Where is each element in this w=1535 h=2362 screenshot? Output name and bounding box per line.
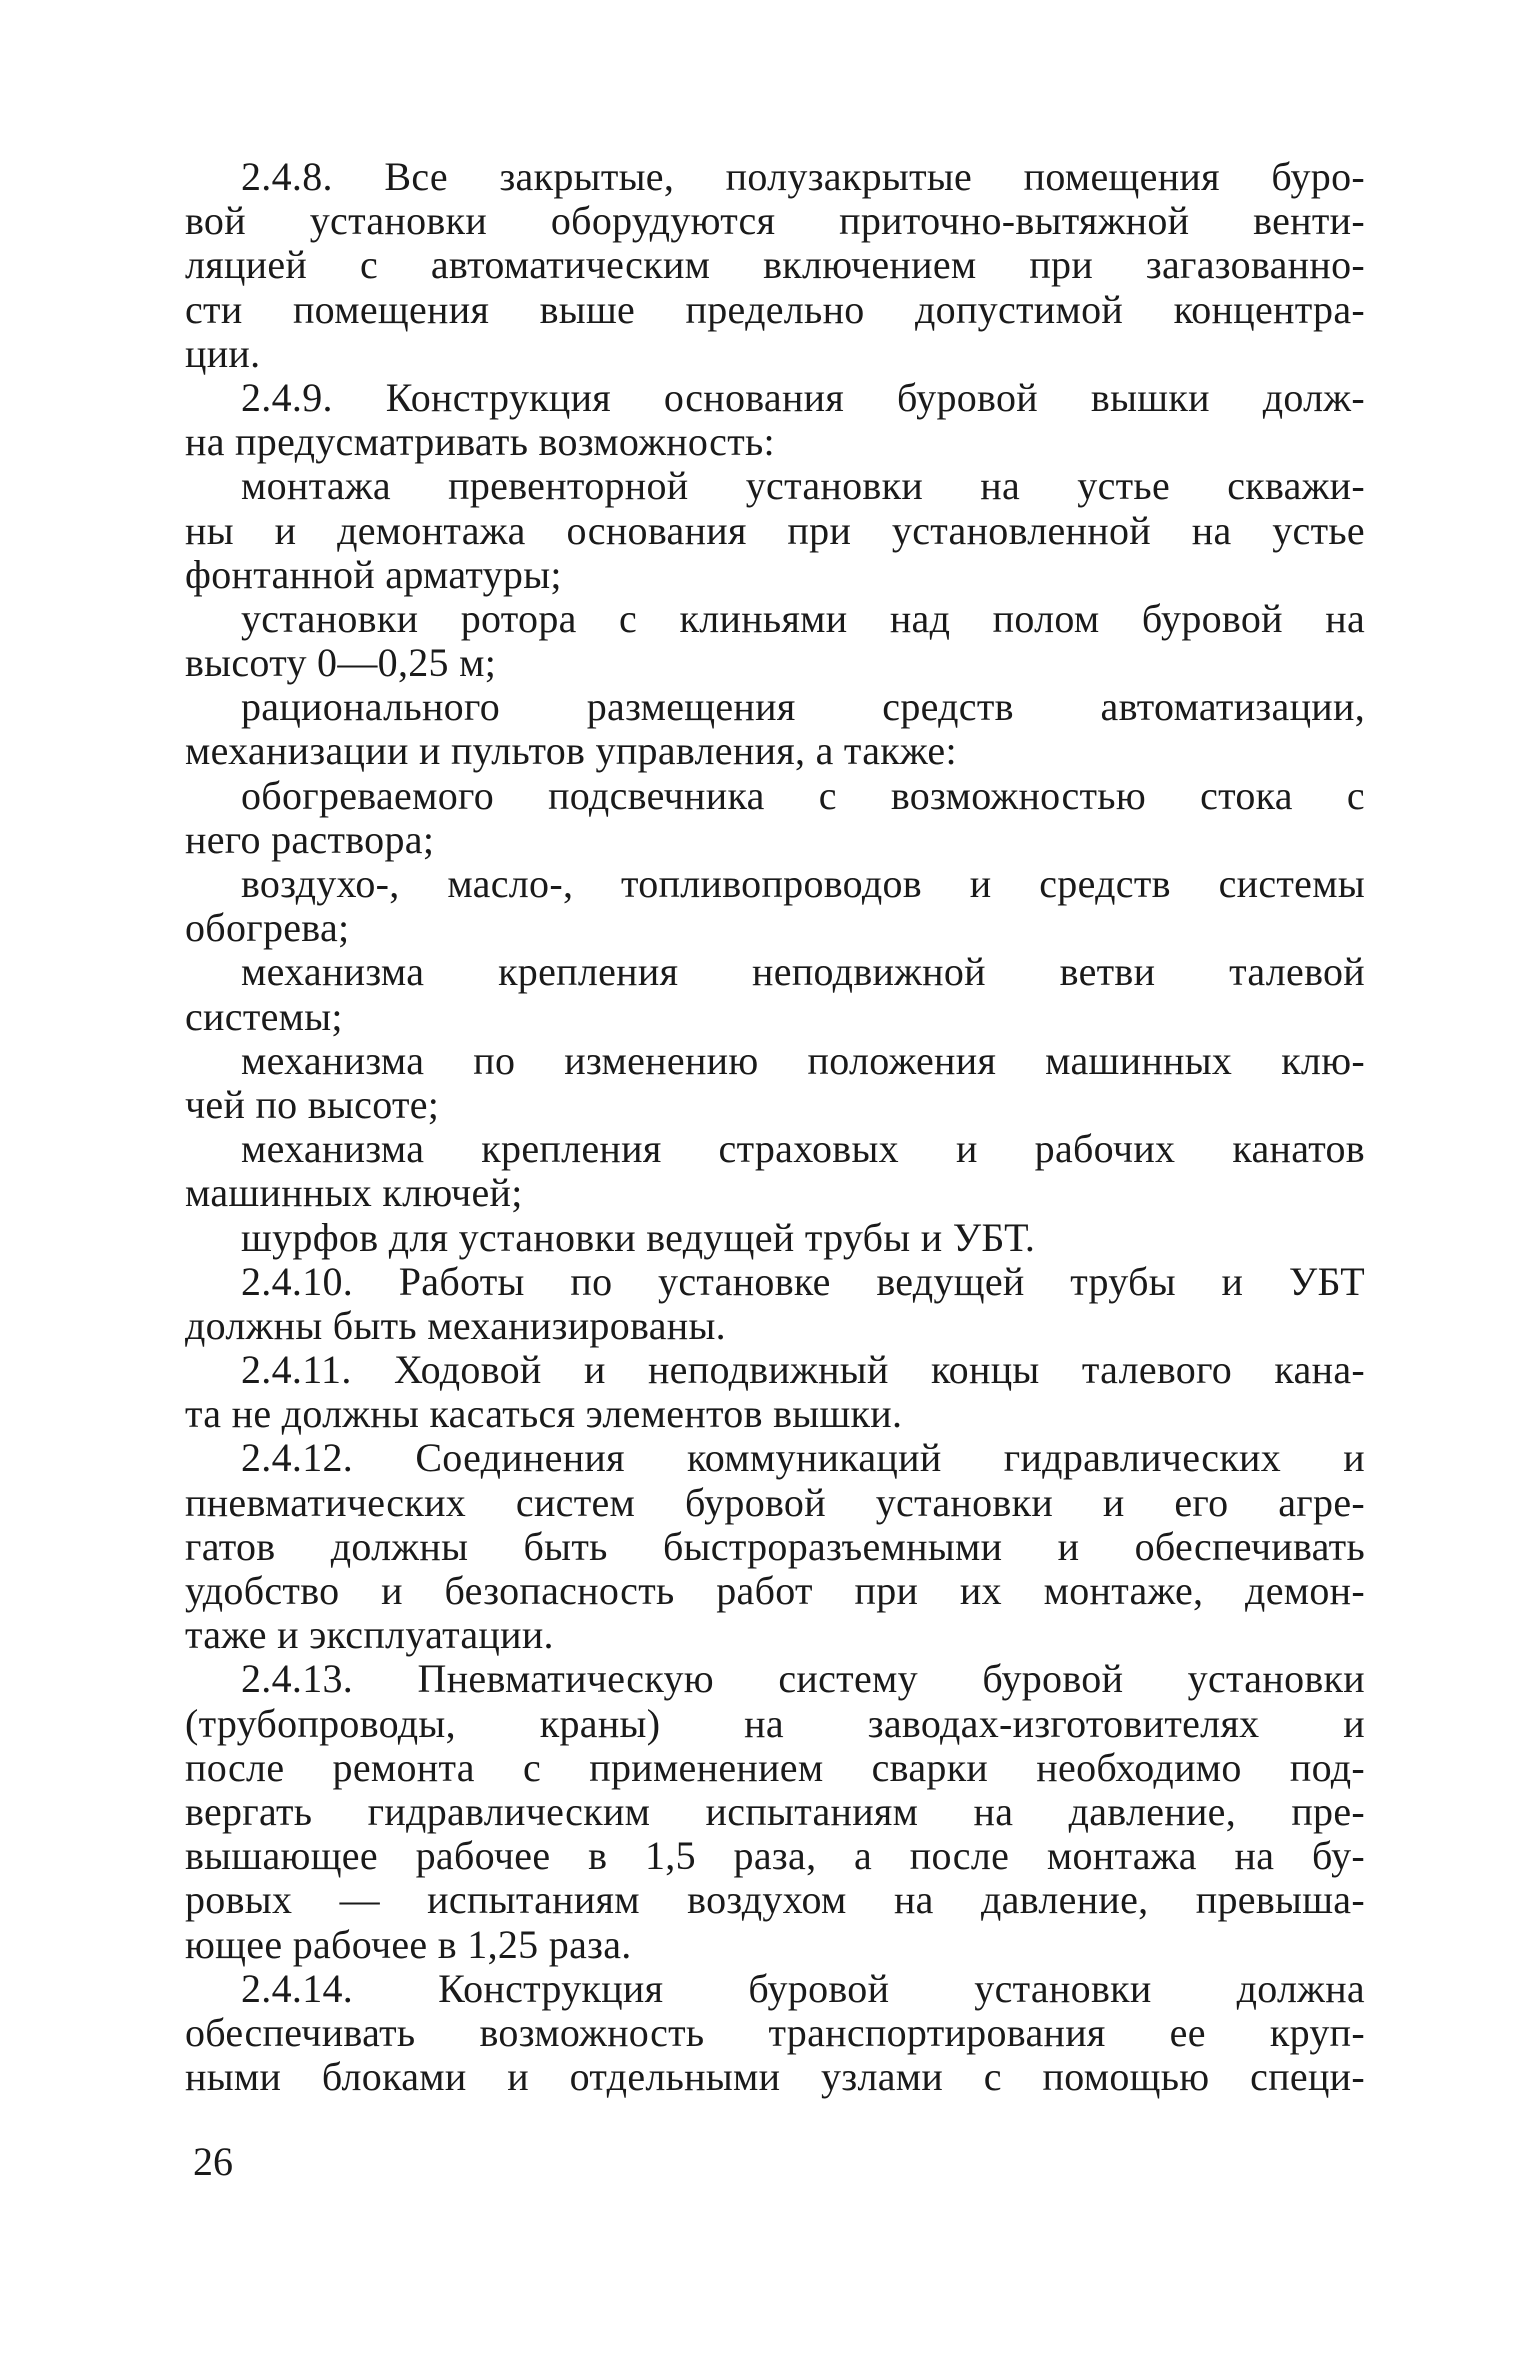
page-number: 26 [193, 2139, 233, 2184]
text-line: чей по высоте; [185, 1081, 440, 1127]
text-line: после ремонта с применением сварки необходимо под- [185, 1744, 1365, 1790]
text-line: механизма крепления страховых и рабочих канатов [241, 1126, 1365, 1172]
text-line: 2.4.9. Конструкция основания буровой вышки долж- [241, 374, 1365, 420]
text-line: 2.4.8. Все закрытые, полузакрытые помещения буро- [241, 154, 1365, 199]
text-line: ровых — испытаниям воздухом на давление, превыша- [185, 1877, 1365, 1923]
text-line: него раствора; [185, 816, 435, 862]
text-line: удобство и безопасность работ при их монтаже, демон- [185, 1568, 1365, 1613]
text-line: сти помещения выше предельно допустимой концентра- [185, 286, 1365, 332]
text-line: монтажа превенторной установки на устье скважи- [241, 463, 1365, 509]
text-line: гатов должны быть быстроразъемными и обеспечивать [185, 1523, 1365, 1569]
text-line: ляцией с автоматическим включением при загазованно- [185, 242, 1365, 288]
text-line: фонтанной арматуры; [185, 551, 562, 597]
text-line: вышающее рабочее в 1,5 раза, а после монтажа на бу- [185, 1833, 1365, 1879]
text-line: 2.4.10. Работы по установке ведущей трубы и УБТ [241, 1258, 1365, 1304]
text-line: вой установки оборудуются приточно-вытяжной венти- [185, 198, 1365, 244]
text-line: на предусматривать возможность: [185, 419, 775, 465]
text-line: высоту 0—0,25 м; [185, 640, 497, 686]
text-line: 2.4.13. Пневматическую систему буровой установки [241, 1656, 1365, 1702]
text-line: должны быть механизированы. [185, 1302, 726, 1348]
text-line: обогрева; [185, 905, 350, 951]
text-line: обеспечивать возможность транспортирования ее круп- [185, 2009, 1365, 2055]
text-line: системы; [185, 993, 343, 1039]
text-line: машинных ключей; [185, 1170, 523, 1216]
text-line: воздухо-, масло-, топливопроводов и средств системы [241, 861, 1365, 906]
text-line: обогреваемого подсвечника с возможностью стока с [241, 772, 1365, 818]
text-line: ции. [185, 330, 261, 376]
document-body [185, 155, 1365, 2099]
text-line: 2.4.11. Ходовой и неподвижный концы талевого кана- [241, 1347, 1365, 1393]
text-line: ны и демонтажа основания при установленной на устье [185, 507, 1365, 553]
text-line: та не должны касаться элементов вышки. [185, 1391, 903, 1437]
text-line: ными блоками и отдельными узлами с помощью специ- [185, 2054, 1365, 2100]
text-line: шурфов для установки ведущей трубы и УБТ. [241, 1214, 1036, 1260]
text-line: механизма по изменению положения машинных клю- [241, 1037, 1365, 1083]
text-line: вергать гидравлическим испытаниям на давление, пре- [185, 1788, 1365, 1834]
text-line: 2.4.14. Конструкция буровой установки должна [241, 1965, 1365, 2011]
text-line: таже и эксплуатации. [185, 1612, 554, 1658]
text-line: ющее рабочее в 1,25 раза. [185, 1921, 632, 1967]
text-line: установки ротора с клиньями над полом буровой на [241, 595, 1365, 641]
text-line: механизма крепления неподвижной ветви талевой [241, 949, 1365, 995]
text-line: пневматических систем буровой установки и его агре- [185, 1479, 1365, 1525]
text-line: рационального размещения средств автоматизации, [241, 684, 1365, 730]
text-line: механизации и пультов управления, а также: [185, 728, 957, 774]
text-line: 2.4.12. Соединения коммуникаций гидравлических и [241, 1435, 1365, 1481]
text-line: (трубопроводы, краны) на заводах-изготовителях и [185, 1700, 1365, 1746]
